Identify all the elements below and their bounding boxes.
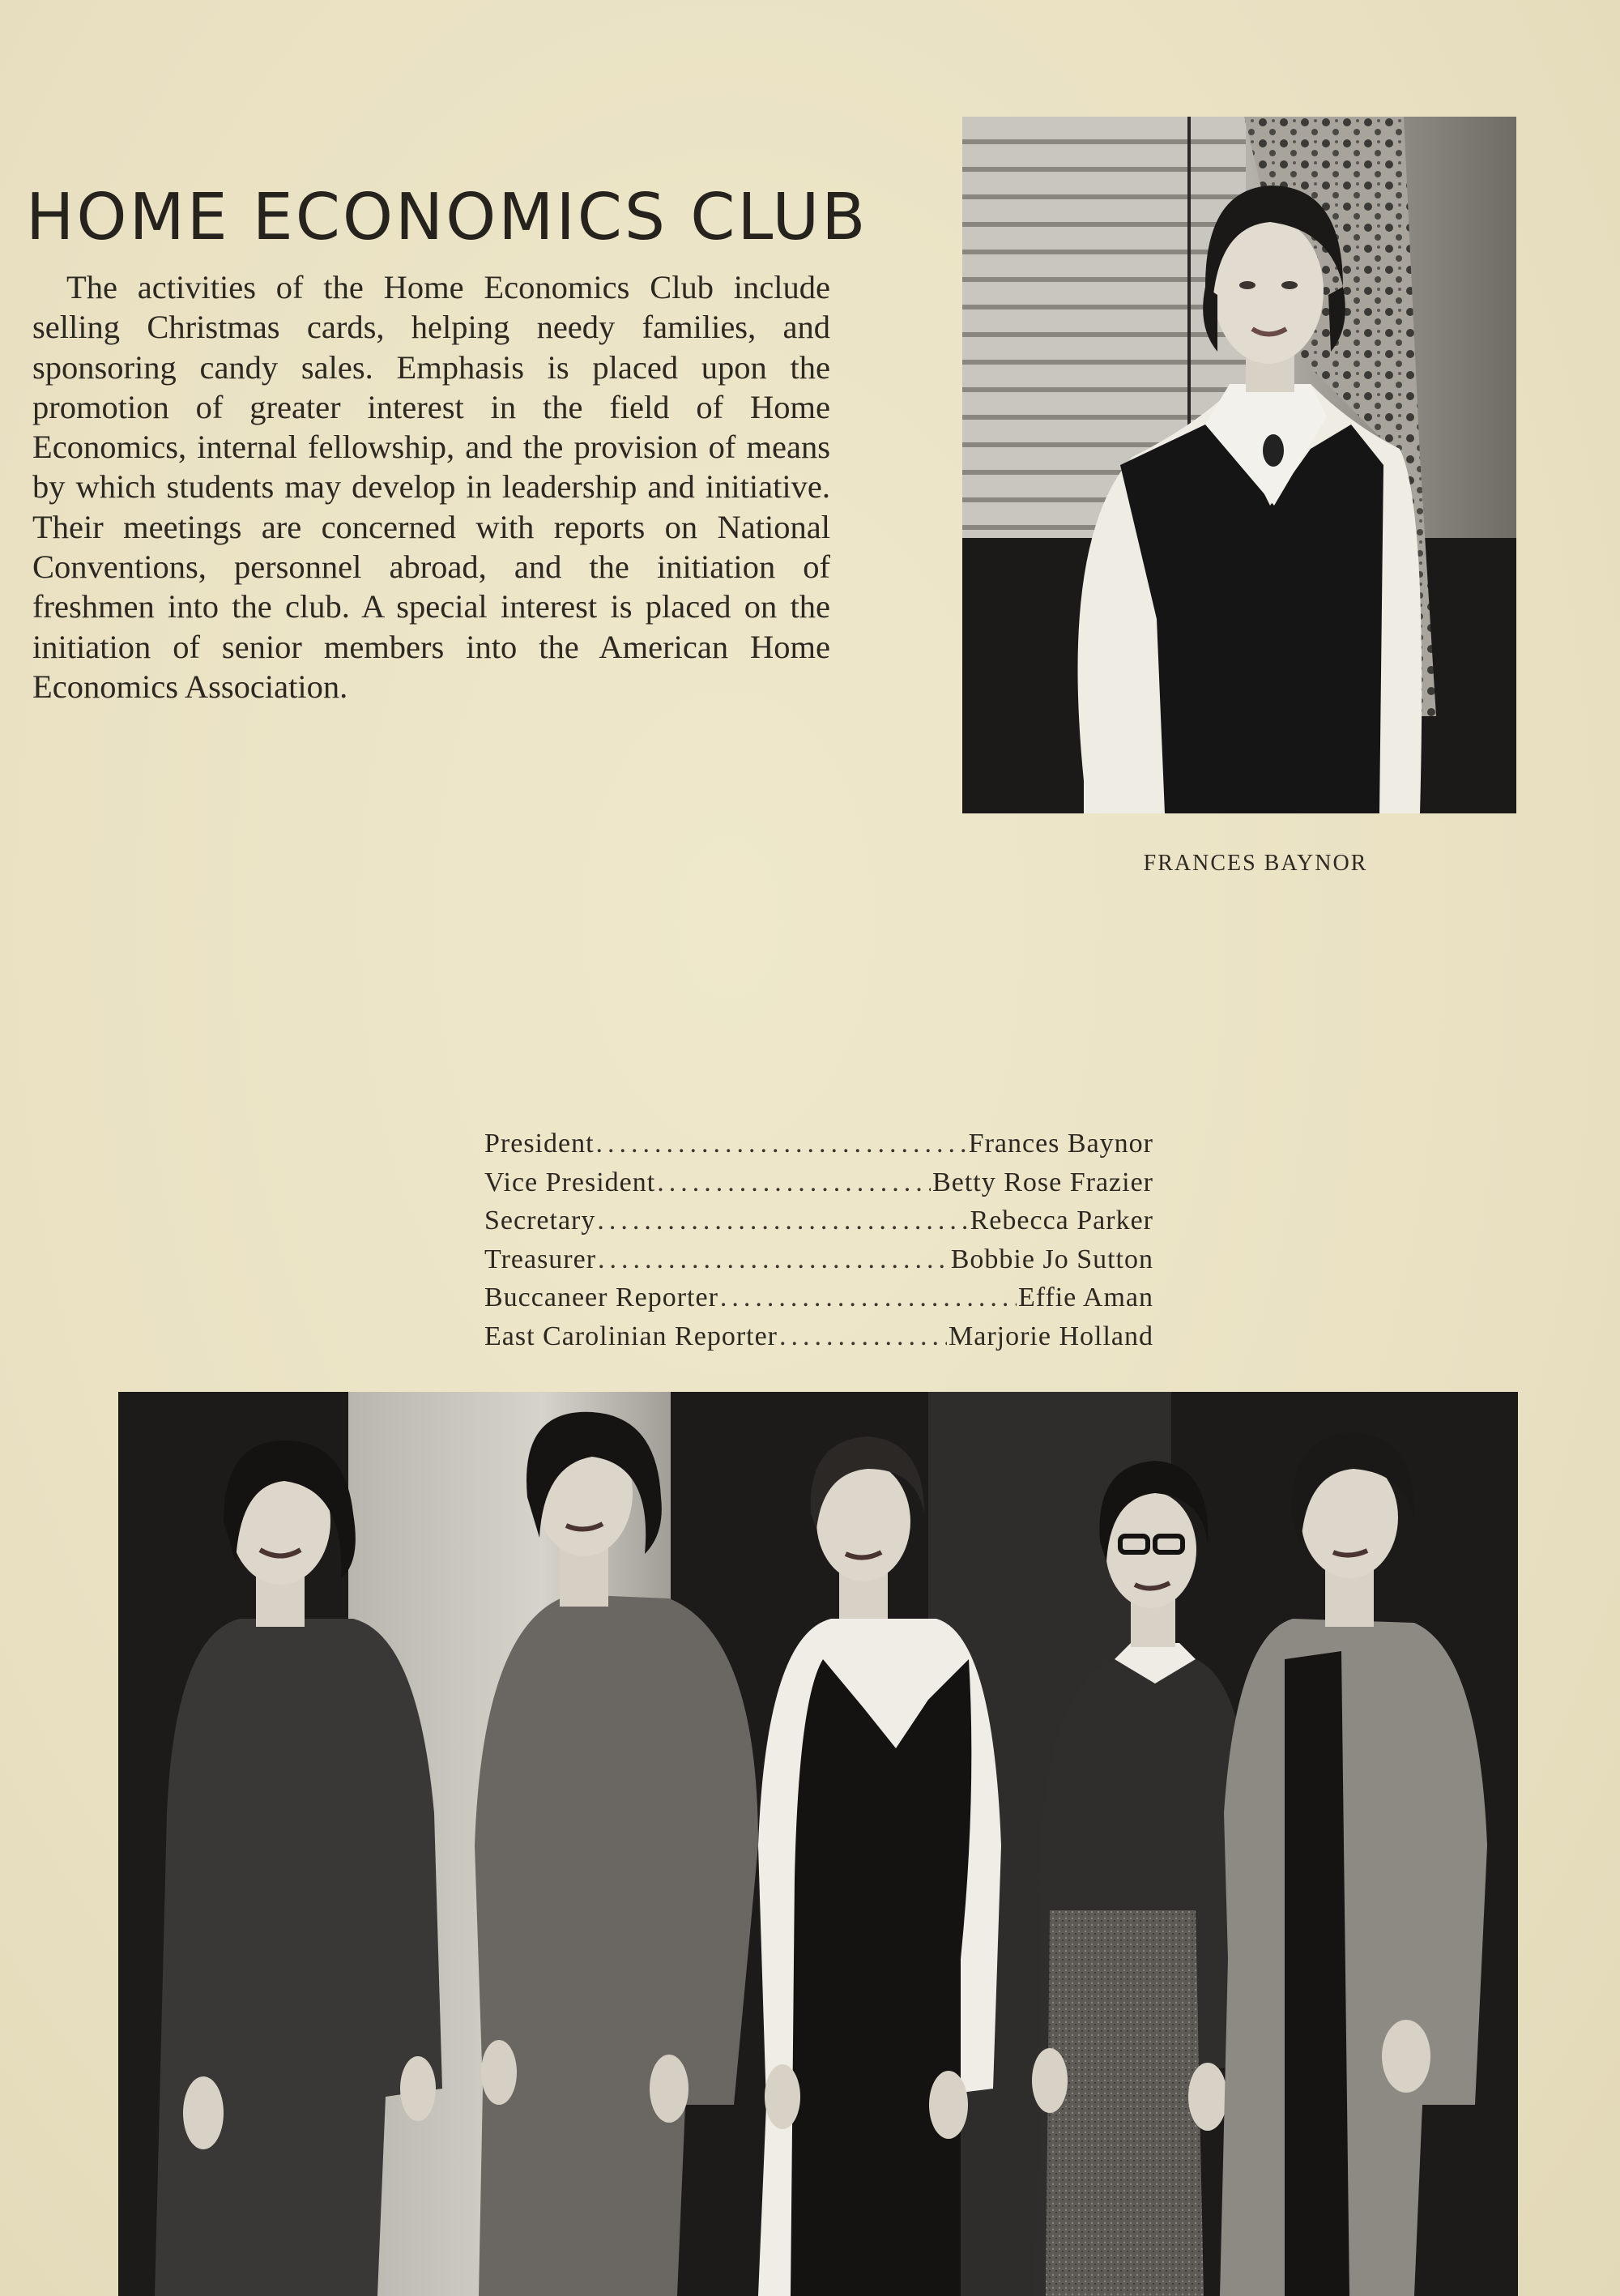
officer-role: Secretary	[484, 1206, 596, 1235]
officer-row	[484, 1129, 1153, 1167]
dot-leader	[720, 1282, 1017, 1313]
officer-role: East Carolinian Reporter	[484, 1321, 778, 1351]
portrait-photo	[962, 117, 1516, 813]
officer-role: Buccaneer Reporter	[484, 1282, 718, 1312]
officer-name: Marjorie Holland	[949, 1321, 1153, 1351]
dot-leader	[596, 1129, 967, 1159]
portrait-caption: FRANCES BAYNOR	[1143, 851, 1368, 876]
officer-name: Rebecca Parker	[970, 1206, 1153, 1235]
officer-row	[484, 1282, 1153, 1321]
officer-row	[484, 1206, 1153, 1244]
officer-name: Frances Baynor	[968, 1129, 1153, 1159]
club-description: The activities of the Home Economics Club include selling Christmas cards, helping needy families, and sponsoring candy sales. Emphasis is placed upon the promotion of greater interest in the field of Home Economics, internal fellowship, and the provision of means by which students may develop in leadership and initiative. Their meetings are concerned with reports on National Conventions, personnel abroad, and the initiation of freshmen into the club. A special interest is placed on the initiation of senior members into the American Home Economics Association.	[32, 269, 830, 705]
dot-leader	[598, 1244, 949, 1275]
officer-role: President	[484, 1129, 595, 1159]
page-title: HOME ECONOMICS CLUB	[26, 180, 868, 254]
officer-role: Vice President	[484, 1167, 656, 1197]
dot-leader	[657, 1167, 931, 1198]
portrait-photo-image	[962, 117, 1516, 813]
officer-name: Bobbie Jo Sutton	[950, 1244, 1153, 1274]
officer-row	[484, 1321, 1153, 1360]
dot-leader	[779, 1321, 947, 1352]
officers-list	[484, 1129, 1153, 1359]
officer-row	[484, 1167, 1153, 1206]
officer-row	[484, 1244, 1153, 1283]
group-photo	[118, 1392, 1518, 2296]
group-photo-image	[118, 1392, 1518, 2296]
dot-leader	[597, 1206, 968, 1236]
officer-role: Treasurer	[484, 1244, 597, 1274]
officer-name: Effie Aman	[1017, 1282, 1153, 1312]
officer-name: Betty Rose Frazier	[932, 1167, 1153, 1197]
